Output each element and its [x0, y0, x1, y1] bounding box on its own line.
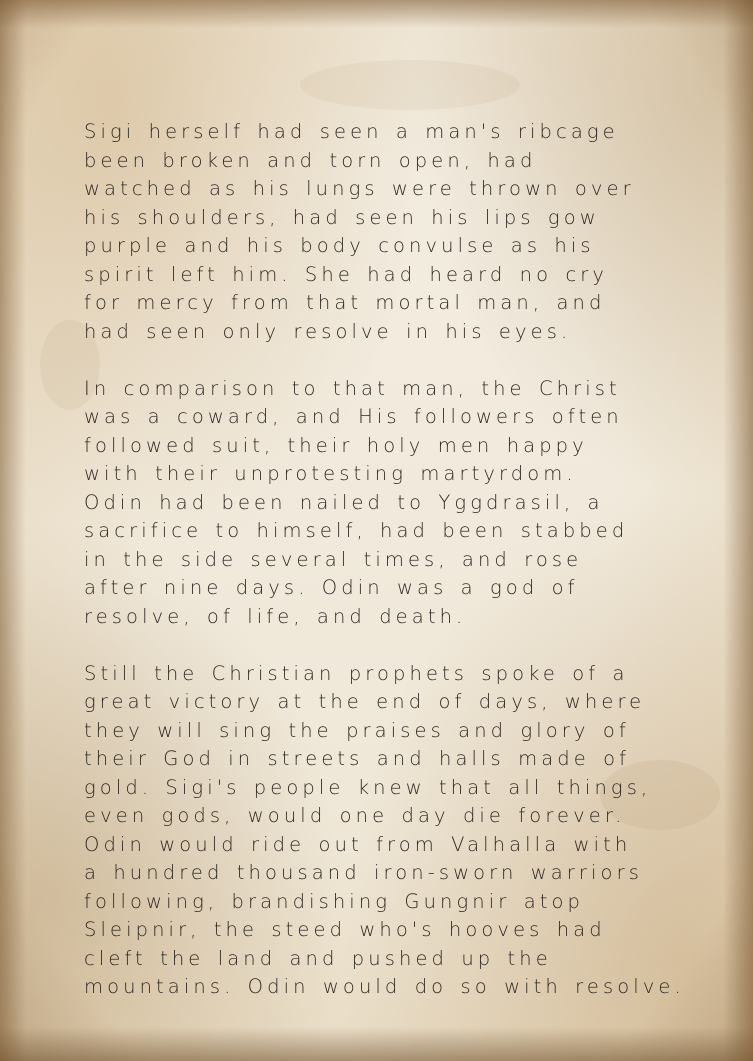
burnt-edge-bottom: [0, 1027, 753, 1061]
text-line: cleft the land and pushed up the: [84, 946, 552, 970]
text-line: in the side several times, and rose: [84, 547, 583, 571]
text-line: had seen only resolve in his eyes.: [84, 319, 572, 343]
text-line: In comparison to that man, the Christ: [84, 376, 621, 400]
text-line: purple and his body convulse as his: [84, 234, 595, 257]
text-line: they will sing the praises and glory of: [84, 718, 630, 742]
paper-stain: [300, 60, 520, 110]
text-line: was a coward, and His followers often: [84, 405, 623, 428]
text-line: followed suit, their holy men happy: [84, 433, 588, 457]
text-line: been broken and torn open, had: [84, 148, 537, 172]
paragraph-1: [84, 118, 694, 346]
text-line: after nine days. Odin was a god of: [84, 576, 579, 599]
text-line: Sigi herself had seen a man's ribcage: [84, 120, 619, 143]
text-line: Odin would ride out from Valhalla with: [84, 832, 632, 856]
text-line: Sleipnir, the steed who's hooves had: [84, 918, 606, 941]
paragraph-2: [84, 375, 694, 632]
text-line: even gods, would one day die forever.: [84, 804, 626, 827]
burnt-edge-right: [723, 0, 753, 1061]
text-line: his shoulders, had seen his lips gow: [84, 205, 600, 229]
text-line: sacrifice to himself, had been stabbed: [84, 519, 629, 542]
text-line: Still the Christian prophets spoke of a: [84, 661, 629, 685]
burnt-edge-left: [0, 0, 26, 1061]
text-line: following, brandishing Gungnir atop: [84, 889, 585, 913]
text-line: great victory at the end of days, where: [84, 690, 646, 713]
text-line: a hundred thousand iron-sworn warriors: [84, 861, 643, 884]
text-line: watched as his lungs were thrown over: [84, 177, 635, 200]
text-line: for mercy from that mortal man, and: [84, 291, 606, 314]
story-text: [84, 118, 694, 1030]
text-line: spirit left him. She had heard no cry: [84, 262, 609, 286]
text-line: mountains. Odin would do so with resolve.: [84, 975, 685, 998]
burnt-edge-top: [0, 0, 753, 28]
text-line: gold. Sigi's people knew that all things,: [84, 775, 652, 799]
text-line: resolve, of life, and death.: [84, 604, 467, 628]
text-line: Odin had been nailed to Yggdrasil, a: [84, 490, 604, 514]
text-line: with their unprotesting martyrdom.: [84, 462, 577, 485]
paragraph-3: [84, 660, 694, 1002]
text-line: their God in streets and halls made of: [84, 747, 631, 770]
